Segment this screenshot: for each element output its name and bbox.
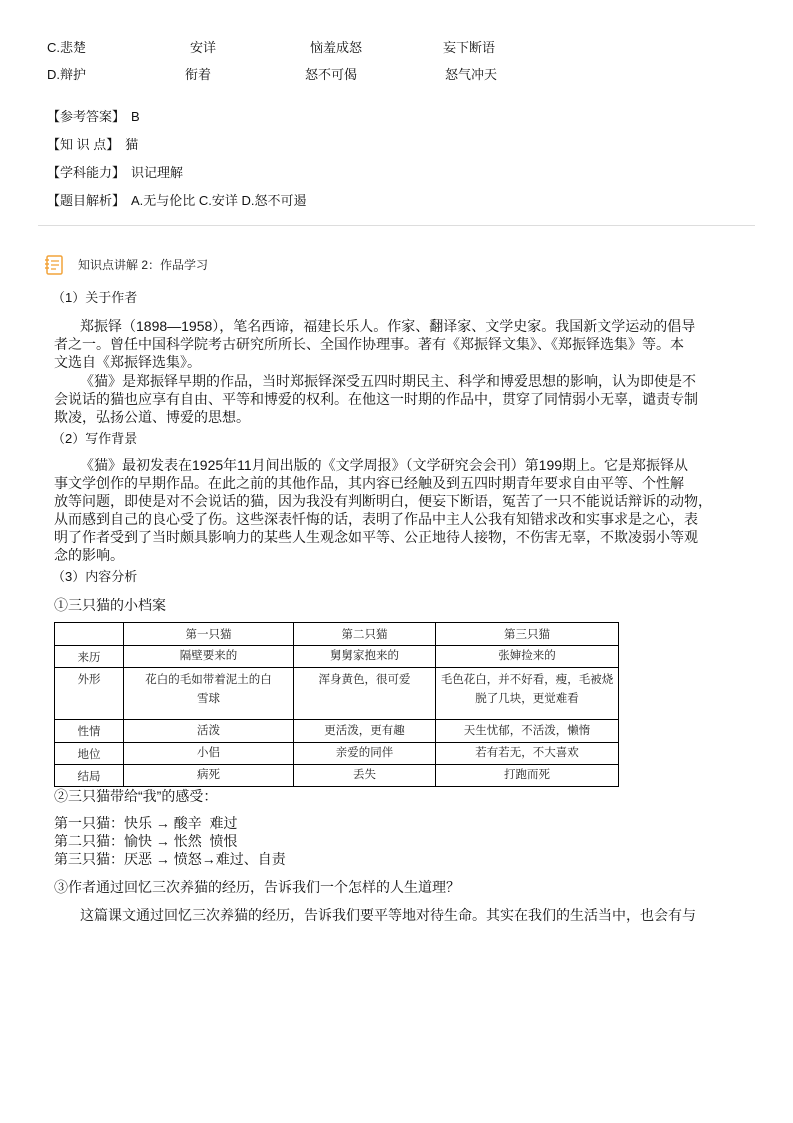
answer-label: 【参考答案】 bbox=[47, 109, 126, 124]
table-cell bbox=[436, 720, 619, 743]
section-title: 知识点讲解 2：作品学习 bbox=[78, 258, 209, 272]
ability-label: 【学科能力】 bbox=[47, 165, 126, 180]
question-analysis bbox=[47, 192, 307, 210]
cell-line: 活泼 bbox=[197, 724, 220, 737]
knowledge-value: 猫 bbox=[125, 137, 139, 152]
knowledge-label: 【知 识 点】 bbox=[47, 137, 120, 152]
table-cell bbox=[124, 743, 294, 765]
paragraph-line: 念的影响。 bbox=[54, 547, 124, 563]
table-header-cell: 第二只猫 bbox=[294, 623, 436, 646]
row-label: 来历 bbox=[55, 646, 124, 668]
table-row bbox=[55, 646, 619, 668]
option-c-4: 妄下断语 bbox=[443, 40, 496, 55]
cell-line: 更活泼，更有趣 bbox=[324, 724, 405, 737]
table-cell bbox=[124, 668, 294, 720]
answer-value: B bbox=[131, 109, 140, 124]
author-paragraph-2 bbox=[54, 372, 698, 426]
row-label: 结局 bbox=[55, 765, 124, 787]
table-cell bbox=[436, 668, 619, 720]
analysis-label: 【题目解析】 bbox=[47, 193, 126, 208]
option-d-2: 衔着 bbox=[185, 67, 212, 82]
cell-line: 天生忧郁，不活泼，懒惰 bbox=[463, 724, 591, 737]
cell-line: 舅舅家抱来的 bbox=[330, 650, 399, 662]
feeling-line-third-cat: 第三只猫：厌恶 → 愤怒→难过、自责 bbox=[54, 851, 286, 867]
analysis-value: A.无与伦比 C.安详 D.怒不可遏 bbox=[131, 193, 307, 208]
table-corner-cell bbox=[55, 623, 124, 646]
heading-about-author: （1）关于作者 bbox=[52, 290, 138, 305]
table-cell bbox=[124, 765, 294, 787]
paragraph-line: 从而感到自己的良心受了伤。这些深表忏悔的话，表明了作品中主人公我有知错求改和实事求是之心，表 bbox=[54, 511, 698, 527]
table-header-row bbox=[55, 623, 619, 646]
cell-line: 小侣 bbox=[197, 747, 220, 759]
paragraph-line: 郑振铎（1898—1958），笔名西谛，福建长乐人。作家、翻译家、文学史家。我国新文学运动的倡导 bbox=[80, 318, 696, 334]
table-cell bbox=[294, 743, 436, 765]
ability-value: 识记理解 bbox=[131, 165, 184, 180]
table-header-cell: 第一只猫 bbox=[124, 623, 294, 646]
cell-line: 丢失 bbox=[353, 769, 376, 781]
section-divider bbox=[38, 225, 755, 226]
feelings-heading: ②三只猫带给“我”的感受： bbox=[54, 788, 218, 804]
cell-line: 脱了几块，更觉难看 bbox=[475, 693, 579, 705]
row-label: 性情 bbox=[55, 720, 124, 743]
cell-line: 花白的毛如带着泥土的白 bbox=[145, 674, 272, 686]
heading-content-analysis: （3）内容分析 bbox=[52, 569, 138, 584]
cell-line: 外形 bbox=[77, 674, 101, 686]
feeling-line-first-cat: 第一只猫：快乐 → 酸辛 难过 bbox=[54, 815, 238, 831]
table-cell bbox=[294, 668, 436, 720]
subject-ability bbox=[47, 164, 183, 182]
table-cell bbox=[436, 743, 619, 765]
cell-line: 打跑而死 bbox=[504, 769, 550, 781]
paragraph-line: 放等问题，即使是对不会说话的猫，因为我没有判断明白，便妄下断语，冤苦了一只不能说话辩诉的动物， bbox=[54, 493, 712, 509]
option-d-1: D.辩护 bbox=[47, 67, 87, 82]
cell-line: 毛色花白，并不好看，瘦，毛被烧 bbox=[440, 674, 614, 686]
paragraph-line: 文选自《郑振铎选集》。 bbox=[54, 354, 201, 370]
cat-profile-table bbox=[54, 622, 619, 787]
background-paragraph bbox=[54, 456, 712, 564]
table-row bbox=[55, 765, 619, 787]
option-c-2: 安详 bbox=[190, 40, 217, 55]
notepad-icon bbox=[42, 253, 66, 277]
life-lesson-question: ③作者通过回忆三次养猫的经历，告诉我们一个怎样的人生道理？ bbox=[54, 879, 460, 895]
table-cell bbox=[294, 720, 436, 743]
option-c-3: 恼羞成怒 bbox=[310, 40, 363, 55]
option-d-4: 怒气冲天 bbox=[445, 67, 498, 82]
author-paragraph-1 bbox=[54, 317, 695, 371]
heading-background: （2）写作背景 bbox=[52, 431, 138, 446]
cell-line: 病死 bbox=[197, 769, 220, 781]
table-cell bbox=[294, 765, 436, 787]
table-cell bbox=[436, 646, 619, 668]
cell-line: 浑身黄色，很可爱 bbox=[318, 674, 411, 686]
table-cell bbox=[124, 646, 294, 668]
cell-line: 若有若无，不大喜欢 bbox=[475, 747, 579, 759]
paragraph-line: 《猫》是郑振铎早期的作品，当时郑振铎深受五四时期民主、科学和博爱思想的影响，认为即使是不 bbox=[80, 373, 696, 389]
table-header-cell: 第三只猫 bbox=[436, 623, 619, 646]
row-label bbox=[55, 668, 124, 720]
knowledge-point bbox=[47, 136, 138, 154]
cat-profile-heading: ①三只猫的小档案 bbox=[54, 597, 166, 613]
paragraph-line: 明了作者受到了当时颇具影响力的某些人生观念如平等、公正地待人接物，不伤害无辜，不欺凌弱小等观 bbox=[54, 529, 698, 545]
table-row bbox=[55, 668, 619, 720]
reference-answer bbox=[47, 108, 140, 126]
table-row bbox=[55, 743, 619, 765]
option-d-3: 怒不可偈 bbox=[305, 67, 358, 82]
cell-line: 雪球 bbox=[197, 693, 220, 705]
cell-line: 亲爱的同伴 bbox=[335, 747, 394, 759]
table-cell bbox=[294, 646, 436, 668]
table-cell bbox=[124, 720, 294, 743]
option-c-1: C.悲楚 bbox=[47, 40, 87, 55]
paragraph-line: 者之一。曾任中国科学院考古研究所所长、全国作协理事。著有《郑振铎文集》、《郑振铎选集》等。本 bbox=[54, 336, 684, 352]
paragraph-line: 事文学创作的早期作品。在此之前的其他作品，其内容已经触及到五四时期青年要求自由平等、个性解 bbox=[54, 475, 684, 491]
cell-line: 张婶捡来的 bbox=[498, 650, 556, 662]
paragraph-line: 会说话的猫也应享有自由、平等和博爱的权利。在他这一时期的作品中，贯穿了同情弱小无辜，谴责专制 bbox=[54, 391, 698, 407]
table-cell bbox=[436, 765, 619, 787]
cell-line: 隔壁要来的 bbox=[179, 650, 238, 662]
paragraph-line: 《猫》最初发表在1925年11月间出版的《文学周报》（文学研究会会刊）第199期上。它是郑振铎从 bbox=[80, 457, 689, 473]
row-label: 地位 bbox=[55, 743, 124, 765]
life-lesson-answer: 这篇课文通过回忆三次养猫的经历，告诉我们要平等地对待生命。其实在我们的生活当中，也会有与 bbox=[80, 907, 696, 923]
table-row bbox=[55, 720, 619, 743]
paragraph-line: 欺凌，弘扬公道、博爱的思想。 bbox=[54, 409, 250, 425]
feeling-line-second-cat: 第二只猫：愉快 → 怅然 愤恨 bbox=[54, 833, 238, 849]
